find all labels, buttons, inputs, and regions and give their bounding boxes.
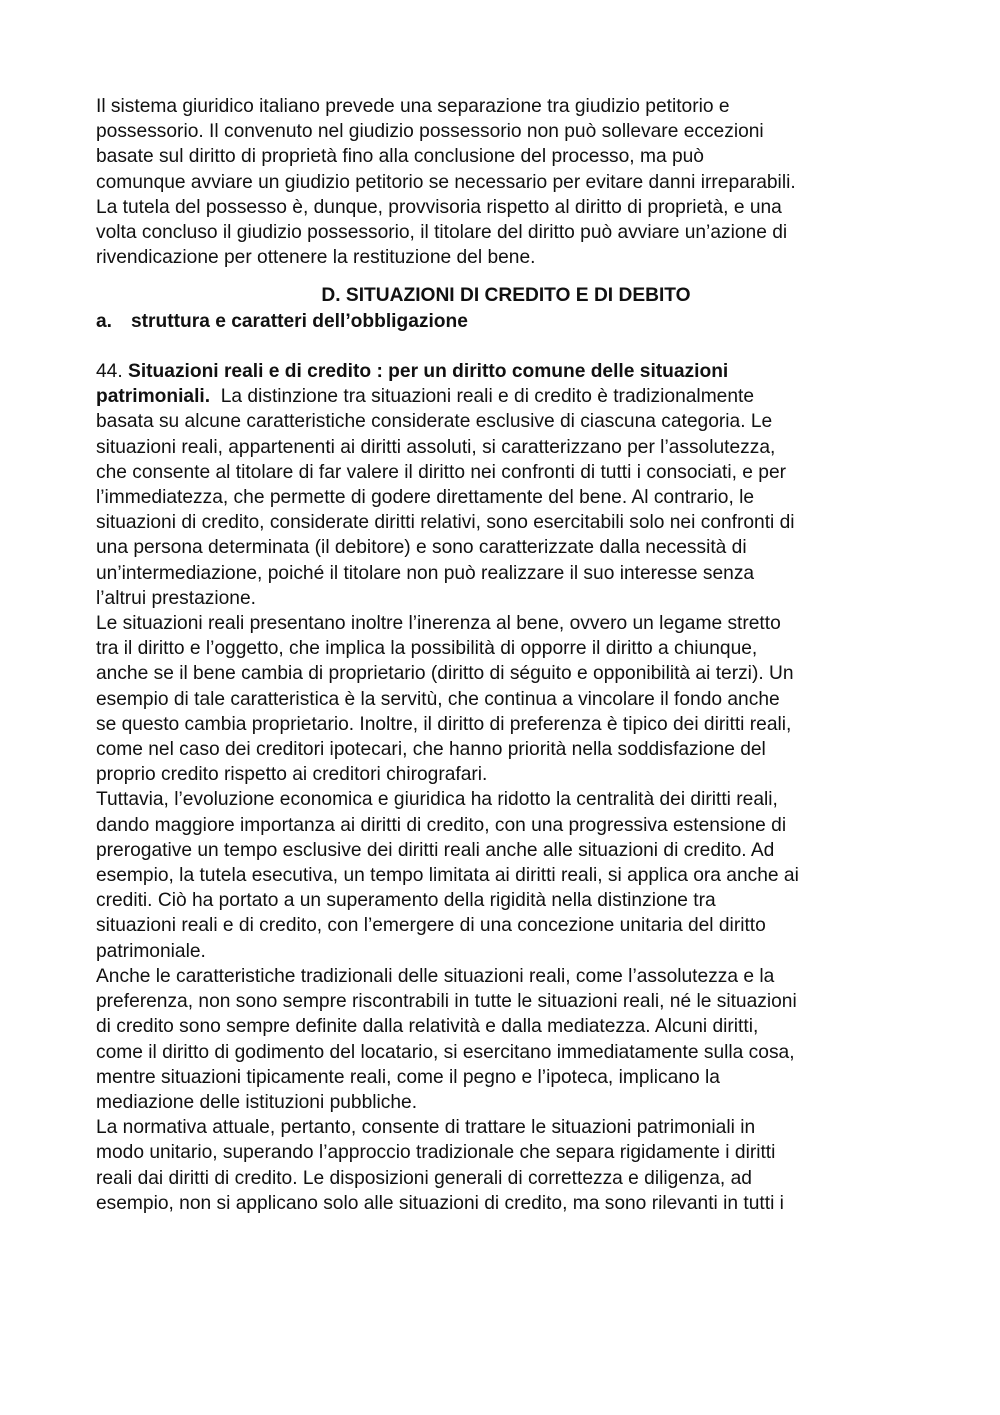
text-line: mentre situazioni tipicamente reali, come il pegno e l’ipoteca, implicano la (96, 1066, 720, 1088)
text-line: esempio, la tutela esecutiva, un tempo limitata ai diritti reali, si applica ora anche ai (96, 865, 799, 887)
text-line: che consente al titolare di far valere il diritto nei confronti di tutti i consociati, e per (96, 461, 787, 483)
text-line: volta concluso il giudizio possessorio, il titolare del diritto può avviare un’azione di (96, 222, 788, 244)
section-heading: D. SITUAZIONI DI CREDITO E DI DEBITO (321, 285, 691, 307)
intro-paragraph (96, 94, 916, 270)
text-line: preferenza, non sono sempre riscontrabili in tutte le situazioni reali, né le situazioni (96, 991, 797, 1013)
text-line: basata su alcune caratteristiche considerate esclusive di ciascuna categoria. Le (96, 411, 773, 433)
text-line: situazioni di credito, considerate diritti relativi, sono esercitabili solo nei confronti di (96, 512, 795, 534)
text-line: Tuttavia, l’evoluzione economica e giuridica ha ridotto la centralità dei diritti reali, (96, 789, 778, 811)
paragraph-title-line (96, 359, 916, 384)
blank-line (96, 334, 916, 359)
text-line: comunque avviare un giudizio petitorio se necessario per evitare danni irreparabili. (96, 171, 796, 193)
text-line: prerogative un tempo esclusive dei diritti reali anche alle situazioni di credito. Ad (96, 839, 775, 861)
text-line: possessorio. Il convenuto nel giudizio possessorio non può sollevare eccezioni (96, 121, 764, 143)
text-line: Anche le caratteristiche tradizionali delle situazioni reali, come l’assolutezza e la (96, 965, 775, 987)
text-line: Le situazioni reali presentano inoltre l’inerenza al bene, ovvero un legame stretto (96, 613, 781, 635)
text-line: una persona determinata (il debitore) e sono caratterizzate dalla necessità di (96, 537, 747, 559)
text-line: come nel caso dei creditori ipotecari, che hanno priorità nella soddisfazione del (96, 739, 766, 761)
paragraph-body (96, 409, 916, 1216)
paragraph-number: 44. (96, 361, 123, 383)
text-line: patrimoniale. (96, 940, 206, 962)
text-line: dando maggiore importanza ai diritti di credito, con una progressiva estensione di (96, 814, 787, 836)
paragraph-44 (96, 359, 916, 1216)
text-line: l’altrui prestazione. (96, 587, 256, 609)
text-line: anche se il bene cambia di proprietario (diritto di séguito e opponibilità ai terzi). Un (96, 663, 794, 685)
text-line: mediazione delle istituzioni pubbliche. (96, 1091, 418, 1113)
paragraph-title-line (96, 384, 916, 409)
text-line: rivendicazione per ottenere la restituzione del bene. (96, 247, 536, 269)
subsection-marker: a. (96, 310, 113, 332)
text-line: modo unitario, superando l’approccio tradizionale che separa rigidamente i diritti (96, 1142, 776, 1164)
text-line: esempio, non si applicano solo alle situazioni di credito, ma sono rilevanti in tutti i (96, 1192, 784, 1214)
text-line: La normativa attuale, pertanto, consente di trattare le situazioni patrimoniali in (96, 1117, 756, 1139)
document-page (96, 94, 916, 1216)
paragraph-title: Situazioni reali e di credito : per un diritto comune delle situazioni (128, 361, 729, 383)
paragraph-first-text: La distinzione tra situazioni reali e di credito è tradizionalmente (210, 386, 755, 408)
text-line: reali dai diritti di credito. Le disposizioni generali di correttezza e diligenza, ad (96, 1167, 752, 1189)
text-line: l’immediatezza, che permette di godere direttamente del bene. Al contrario, le (96, 487, 755, 509)
paragraph-title-continued: patrimoniali. (96, 386, 211, 408)
text-line: esempio di tale caratteristica è la servitù, che continua a vincolare il fondo anche (96, 688, 780, 710)
text-line: situazioni reali e di credito, con l’emergere di una concezione unitaria del diritto (96, 915, 766, 937)
text-line: proprio credito rispetto ai creditori chirografari. (96, 764, 488, 786)
text-line: situazioni reali, appartenenti ai diritti assoluti, si caratterizzano per l’assolutezza, (96, 436, 776, 458)
subsection-heading (96, 309, 916, 334)
text-line: un’intermediazione, poiché il titolare non può realizzare il suo interesse senza (96, 562, 755, 584)
subsection-title: struttura e caratteri dell’obbligazione (131, 310, 468, 332)
text-line: basate sul diritto di proprietà fino alla conclusione del processo, ma può (96, 146, 704, 168)
text-line: come il diritto di godimento del locatario, si esercitano immediatamente sulla cosa, (96, 1041, 795, 1063)
text-line: crediti. Ciò ha portato a un superamento della rigidità nella distinzione tra (96, 890, 716, 912)
text-line: tra il diritto e l’oggetto, che implica la possibilità di opporre il diritto a chiunque, (96, 638, 758, 660)
text-line: di credito sono sempre definite dalla relatività e dalla mediatezza. Alcuni diritti, (96, 1016, 759, 1038)
text-line: La tutela del possesso è, dunque, provvisoria rispetto al diritto di proprietà, e una (96, 196, 782, 218)
text-line: se questo cambia proprietario. Inoltre, il diritto di preferenza è tipico dei diritti reali, (96, 713, 792, 735)
text-line: Il sistema giuridico italiano prevede una separazione tra giudizio petitorio e (96, 96, 730, 117)
